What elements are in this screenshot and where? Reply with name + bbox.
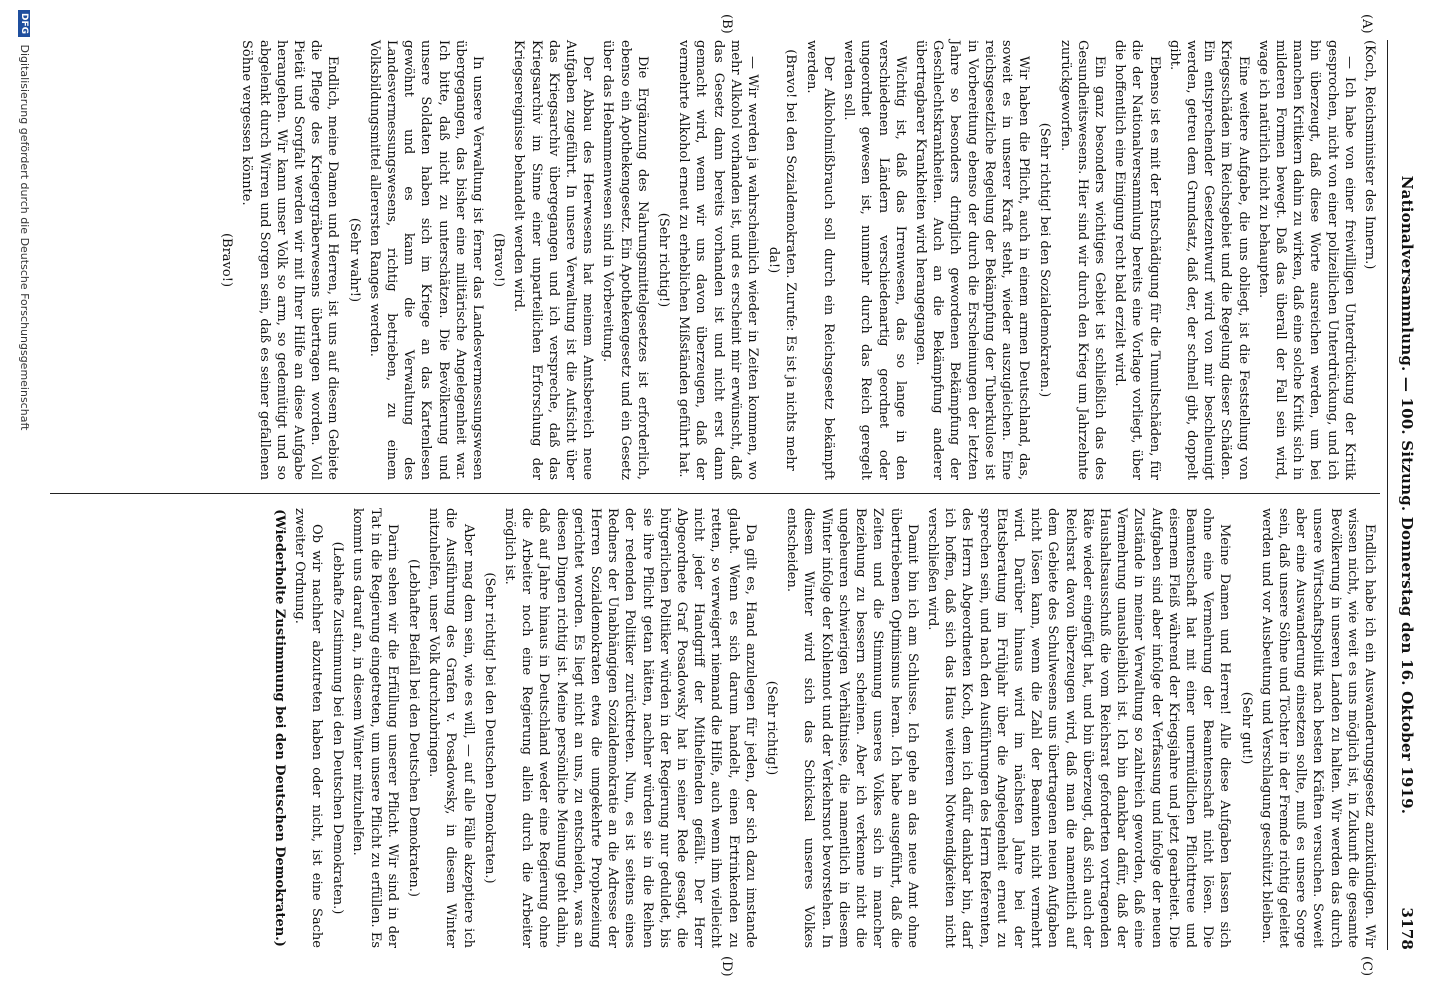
paragraph: Wichtig ist, daß das Irrenwesen, das so lange in den verschiedenen Ländern verschiedenartig geordnet oder ungeordnet gewesen ist, nunmehr durch das Reich geregelt werden soll.	[841, 40, 908, 480]
interjection: (Lebhafter Beifall bei den Deutschen Demokraten.)	[406, 559, 422, 897]
interjection: (Sehr richtig! bei den Deutschen Demokraten.)	[481, 572, 497, 884]
paragraph: Damit bin ich am Schlusse. Ich gehe an das neue Amt ohne übertriebenen Optimismus heran. Ich habe ausgeführt, daß die Zeiten und die Stimmung unseres Volkes sich in mancher Beziehung zu bessern scheinen. Aber ich verkenne nicht die ungeheuren schwierigen Verhältnisse, die namentlich in diesem Winter infolge der Kohlennot und der Verkehrsnot bevorstehen. In diesem Winter wird sich das Schicksal unseres Volkes entscheiden.	[784, 508, 920, 948]
interjection: (Sehr gut!)	[1238, 691, 1254, 765]
running-head: Nationalversammlung. — 100. Sitzung. Donnerstag den 16. Oktober 1919.	[1398, 175, 1416, 815]
header-rule	[1387, 40, 1388, 950]
paragraph: Eine weitere Aufgabe, die uns obliegt, ist die Feststellung von Kriegsschäden im Reichsgebiet und die Regelung dieser Schäden. Ein entsprechender Gesetzentwurf wird von mir beschleunigt werden, getreu dem Grundsatz, daß der, der schnell gibt, doppelt gibt.	[1166, 40, 1251, 480]
interjection: (Bravo! bei den Sozialdemokraten. Zurufe: Es ist ja nichts mehr da!)	[766, 49, 799, 471]
paragraph: Darin sehen wir die Erfüllung unserer Pflicht. Wir sind in der Tat in die Regierung eingetreten, um unsere Pflicht zu erfüllen. Es kommt uns darauf an, in diesem Winter mitzuhelfen.	[350, 508, 400, 948]
interjection: (Sehr richtig!)	[764, 680, 780, 776]
interjection: (Wiederholte Zustimmung bei den Deutschen Demokraten.)	[271, 509, 287, 947]
paragraph: (Koch, Reichsminister des Innern.)	[1362, 40, 1377, 270]
paragraph: Ebenso ist es mit der Entschädigung für die Tumultschäden, für die der Nationalversammlung bereits eine Vorlage vorliegt, über die hoffentlich eine Einigung recht bald erzielt wird.	[1112, 40, 1162, 480]
interjection: (Bravo!)	[491, 232, 507, 288]
interjection: (Bravo!)	[219, 232, 235, 288]
dfg-logo-icon: DFG	[18, 10, 30, 37]
margin-marker-b: (B)	[719, 14, 734, 34]
interjection: (Lebhafte Zustimmung bei den Deutschen Demokraten.)	[330, 541, 346, 915]
left-column	[214, 40, 1378, 480]
paragraph: Wir haben die Pflicht, auch in einem armen Deutschland, das, soweit es in unserer Kraft steht, wieder auszugleichen. Eine reichsgesetzliche Regelung der Bekämpfung der Tuberkulose ist in Vorbereitung ebenso der durch die Erscheinungen der letzten Jahre so besonders dringlich gewordenen Bekämpfung der Geschlechtskrankheiten. Auch an die Bekämpfung anderer übertragbarer Krankheiten wird herangegangen.	[912, 40, 1032, 480]
margin-marker-c: (C)	[1359, 956, 1374, 977]
paragraph: Meine Damen und Herren! Alle diese Aufgaben lassen sich ohne eine Vermehrung der Beamtenschaft nicht lösen. Die Beamtenschaft hat mit einer unermüdlichen Pflichttreue und eisernem Fleiß während der Kriegsjahre und jetzt gearbeitet. Die Aufgaben sind aber infolge der Verfassung und infolge der neuen Zustände in meiner Verwaltung so zahlreich geworden, daß eine Vermehrung unausbleiblich ist. Ich bin dankbar dafür, daß der Haushaltsausschuß die vom Reichsrat geforderten vortragenden Räte wieder eingefügt hat, und bin überzeugt, daß sich auch der Reichsrat davon überzeugen wird, daß man die namentlich auf dem Gebiete des Schulwesens uns übertragenen neuen Aufgaben nicht lösen kann, wenn die Zahl der Beamten nicht vermehrt wird. Darüber hinaus wird im nächsten Jahre bei der Etatsberatung im Frühjahr über die Angelegenheit erneut zu sprechen sein, und nach den Ausführungen des Herrn Referenten, des Herrn Abgeordneten Koch, dem ich dafür dankbar bin, darf ich hoffen, daß sich das Haus weiteren Notwendigkeiten nicht verschließen wird.	[924, 508, 1233, 948]
paragraph: Endlich habe ich ein Auswanderungsgesetz anzukündigen. Wir wissen nicht, wie weit es uns möglich ist, in Zukunft die gesamte Bevölkerung in unseren Landen zu halten. Wir werden das durch unsere Wirtschaftspolitik nach besten Kräften versuchen. Soweit aber eine Auswanderung einsetzen sollte, muß es unsere Sorge sein, daß unsere Söhne und Töchter in der Fremde richtig geleitet werden und vor Ausbeutung und Verschlagung geschützt bleiben.	[1258, 508, 1377, 948]
right-column	[266, 508, 1378, 948]
paragraph: Aber mag dem sein, wie es will, — auf alle Fälle akzeptiere ich die Ausführung des Grafen v. Posadowsky, in diesem Winter mitzuhelfen, unser Volk durchzubringen.	[426, 508, 476, 948]
digitization-credit	[18, 10, 31, 990]
paragraph: Da gilt es, Hand anzulegen für jeden, der sich dazu imstande glaubt. Wenn es sich darum handelt, einen Ertrinkenden zu retten, so verweigert niemand die Hilfe, auch wenn ihm vielleicht nicht jeder Handgriff der Mithelfenden gefällt. Der Herr Abgeordnete Graf Posadowsky hat in seiner Rede gesagt, die bürgerlichen Politiker würden in der Regierung nur geduldet, bis sie ihre Pflicht getan hätten, nachher würden sie in die Reihen der redenden Politiker zurücktreten. Nun, es ist seitens eines Redners der Unabhängigen Sozialdemokratie an die Adresse der Herren Sozialdemokraten etwa die umgekehrte Prophezeiung gerichtet worden. Es liegt nicht an uns, zu entscheiden, was an diesen Dingen richtig ist. Meine persönliche Meinung geht dahin, daß auf Jahre hinaus in Deutschland weder eine Regierung ohne die Arbeiter noch eine Regierung allein durch die Arbeiter möglich ist.	[502, 508, 758, 948]
paragraph: In unsere Verwaltung ist ferner das Landesvermessungswesen übergegangen, das bisher eine militärische Angelegenheit war. Ich bitte, daß nicht zu unterschätzen. Die Bevölkerung und unsere Soldaten haben sich im Kriege an das Kartenlesen gewöhnt und es kann die Verwaltung des Landesvermessungswesens, richtig betrieben, zu einem Volksbildungsmittel allerersten Ranges werden.	[366, 40, 486, 480]
paragraph: Endlich, meine Damen und Herren, ist uns auf diesem Gebiete die Pflege des Kriegergräberwesens übertragen worden. Voll Pietät und Sorgfalt werden wir mit Ihrer Hilfe an diese Aufgabe herangehen. Wir kann unser Volk so arm, so gedemütigt und so abgelenkt durch Wirren und Sorgen sein, daß es seiner gefallenen Söhne vergessen könnte.	[239, 40, 341, 480]
page-header	[1390, 40, 1416, 950]
paragraph: Ob wir nachher abzutreten haben oder nicht, ist eine Sache zweiter Ordnung.	[291, 508, 325, 948]
credit-text: Digitalisierung gefördert durch die Deutsche Forschungsgemeinschaft	[18, 44, 31, 431]
interjection: (Sehr wahr!)	[346, 217, 362, 303]
paragraph: Ein ganz besonders wichtiges Gebiet ist schließlich das des Gesundheitswesens. Hier sind wir durch den Krieg um Jahrzehnte zurückgeworfen.	[1057, 40, 1107, 480]
interjection: (Sehr richtig! bei den Sozialdemokraten.)	[1037, 122, 1053, 398]
interjection: (Sehr richtig!)	[656, 212, 672, 308]
margin-marker-a: (A)	[1359, 14, 1374, 34]
paragraph: Die Ergänzung des Nahrungsmittelgesetzes ist erforderlich, ebenso ein Apothekengesetz. Ein Apothekengesetz und ein Gesetz über das Hebammenwesen sind in Vorbereitung.	[600, 40, 650, 480]
column-divider	[50, 493, 1380, 494]
page-number: 3178	[1398, 907, 1416, 950]
paragraph: Der Alkoholmißbrauch soll durch ein Reichsgesetz bekämpft werden.	[803, 40, 836, 480]
paragraph: — Ich habe von einer freiwilligen Unterdrückung der Kritik gesprochen, nicht von einer polizeilichen Unterdrückung, und ich bin überzeugt, daß diese Worte ausreichen werden, um bei manchen Kritikern dahin zu wirken, daß eine solche Kritik sich in milderen Formen bewegt. Daß das überall der Fall sein wird, wage ich natürlich nicht zu behaupten.	[1255, 40, 1357, 480]
margin-marker-d: (D)	[719, 956, 734, 977]
paragraph: — Wir werden ja wahrscheinlich wieder in Zeiten kommen, wo mehr Alkohol vorhanden ist, und es erscheint mir erwünscht, daß das Gesetz dann bereits vorhanden ist und nicht erst dann gemacht wird, wenn wir uns davon überzeugen, daß der vermehrte Alkohol erneut zu erheblichen Mißständen geführt hat.	[676, 40, 761, 480]
paragraph: Der Abbau des Heerwesens hat meinem Amtsbereich neue Aufgaben zugeführt. In unsere Verwaltung ist die Aufsicht über das Kriegsarchiv übergegangen und ich verspreche, daß das Kriegsarchiv im Sinne einer unparteilichen Erforschung der Kriegsereignisse behandelt werden wird.	[511, 40, 596, 480]
